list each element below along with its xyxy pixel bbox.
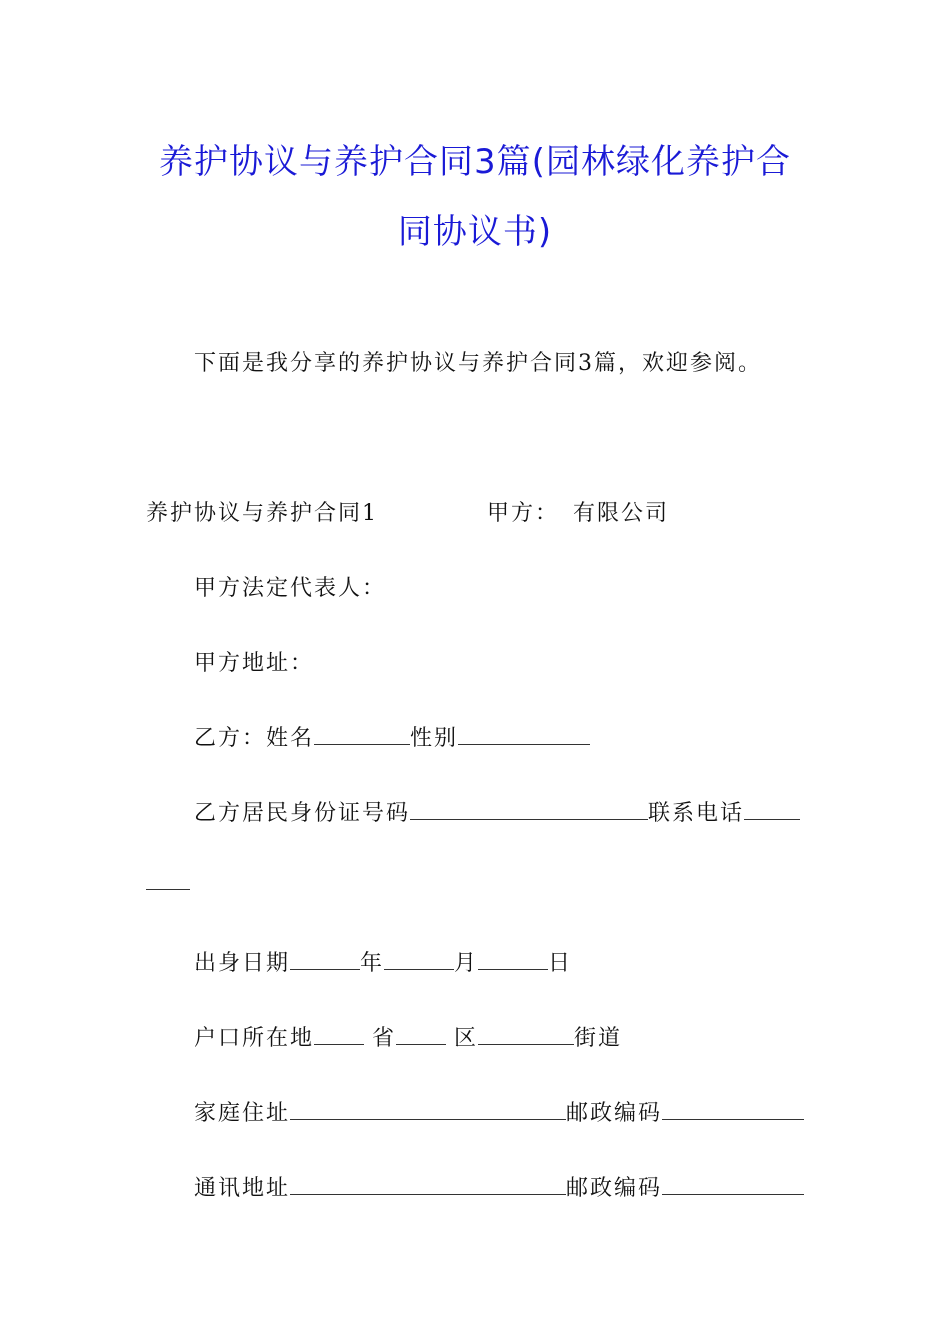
hukou-line [194, 1021, 622, 1052]
name-label: 姓名 [266, 726, 315, 751]
party-b-prefix: 乙方： [194, 726, 267, 751]
mail-address-line [194, 1171, 804, 1202]
id-label: 乙方居民身份证号码 [194, 801, 411, 826]
home-address-line [194, 1096, 804, 1127]
birth-label: 出身日期 [194, 951, 291, 976]
id-blank [410, 801, 648, 820]
party-a-representative: 甲方法定代表人： [194, 576, 387, 601]
district-blank [396, 1026, 446, 1045]
party-b-name-line [194, 721, 590, 752]
province-blank [314, 1026, 364, 1045]
street-label: 街道 [574, 1026, 623, 1051]
id-phone-line [194, 796, 800, 827]
home-label: 家庭住址 [194, 1101, 291, 1126]
province-label: 省 [372, 1026, 397, 1051]
day-blank [478, 951, 548, 970]
name-blank [314, 726, 410, 745]
year-blank [290, 951, 360, 970]
gender-blank [458, 726, 590, 745]
month-label: 月 [454, 951, 479, 976]
postcode-blank [662, 1101, 804, 1120]
phone-blank-continued-line [146, 871, 190, 896]
phone-label: 联系电话 [648, 801, 745, 826]
document-title-line-2: 同协议书) [397, 212, 553, 252]
district-label: 区 [454, 1026, 479, 1051]
gender-label: 性别 [410, 726, 459, 751]
month-blank [384, 951, 454, 970]
mail-blank [290, 1176, 566, 1195]
postcode-label-2: 邮政编码 [566, 1176, 663, 1201]
party-a-line [487, 496, 669, 527]
street-blank [478, 1026, 574, 1045]
party-a-value: 有限公司 [573, 501, 670, 526]
party-a-label: 甲方： [487, 501, 560, 526]
section-heading: 养护协议与养护合同1 [146, 501, 378, 526]
intro-paragraph: 下面是我分享的养护协议与养护合同3篇，欢迎参阅。 [194, 351, 762, 376]
phone-blank-continued [146, 871, 190, 890]
year-label: 年 [360, 951, 385, 976]
party-a-address: 甲方地址： [194, 651, 315, 676]
document-title-line-1: 养护协议与养护合同3篇(园林绿化养护合 [159, 142, 791, 182]
hukou-label: 户口所在地 [194, 1026, 315, 1051]
phone-blank [744, 801, 800, 820]
home-blank [290, 1101, 566, 1120]
birth-date-line [194, 946, 572, 977]
day-label: 日 [548, 951, 573, 976]
postcode-blank-2 [662, 1176, 804, 1195]
postcode-label: 邮政编码 [566, 1101, 663, 1126]
mail-label: 通讯地址 [194, 1176, 291, 1201]
